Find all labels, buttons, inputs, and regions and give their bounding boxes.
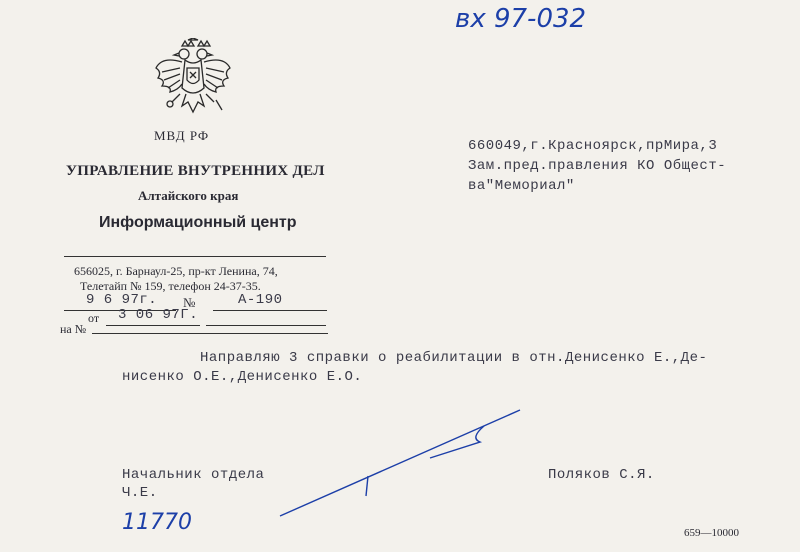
number-value: А-190 (238, 292, 283, 308)
handwritten-incoming-ref: вх 97-032 (455, 4, 587, 34)
from-value: 3 06 97Г. (118, 307, 199, 323)
region-label: Алтайского края (138, 188, 239, 203)
number-underline (213, 310, 327, 311)
print-code: 659—10000 (684, 527, 739, 539)
re-underline (92, 333, 328, 334)
date-value: 9 6 97г. (86, 292, 158, 308)
signature-scribble-icon (270, 398, 540, 528)
from-underline-left (106, 325, 200, 326)
recipient-line-2: Зам.пред.правления КО Общест- (468, 158, 727, 174)
signatory-name: Поляков С.Я. (548, 467, 655, 483)
center-title: Информационный центр (99, 214, 297, 231)
address-line-2: Телетайп № 159, телефон 24-37-35. (80, 279, 261, 293)
handwritten-number: 11770 (122, 510, 192, 535)
signatory-title-line-2: Ч.Е. (122, 485, 158, 501)
re-label: на № (60, 322, 87, 336)
from-underline-right (206, 325, 326, 326)
department-title: УПРАВЛЕНИЕ ВНУТРЕННИХ ДЕЛ (66, 163, 325, 179)
ministry-label: МВД РФ (154, 128, 210, 143)
body-line-1: Направляю 3 справки о реабилитации в отн.Денисенко Е.,Де- (200, 350, 708, 366)
from-label: от (88, 311, 100, 325)
state-emblem-icon (152, 38, 234, 124)
recipient-line-3: ва"Мемориал" (468, 178, 575, 194)
body-line-2: нисенко О.Е.,Денисенко Е.О. (122, 369, 363, 385)
address-line-1: 656025, г. Барнаул-25, пр-кт Ленина, 74, (74, 264, 278, 278)
header-divider (64, 256, 326, 257)
recipient-line-1: 660049,г.Красноярск,прМира,3 (468, 138, 718, 154)
signatory-title-line-1: Начальник отдела (122, 467, 265, 483)
number-label: № (183, 295, 196, 310)
